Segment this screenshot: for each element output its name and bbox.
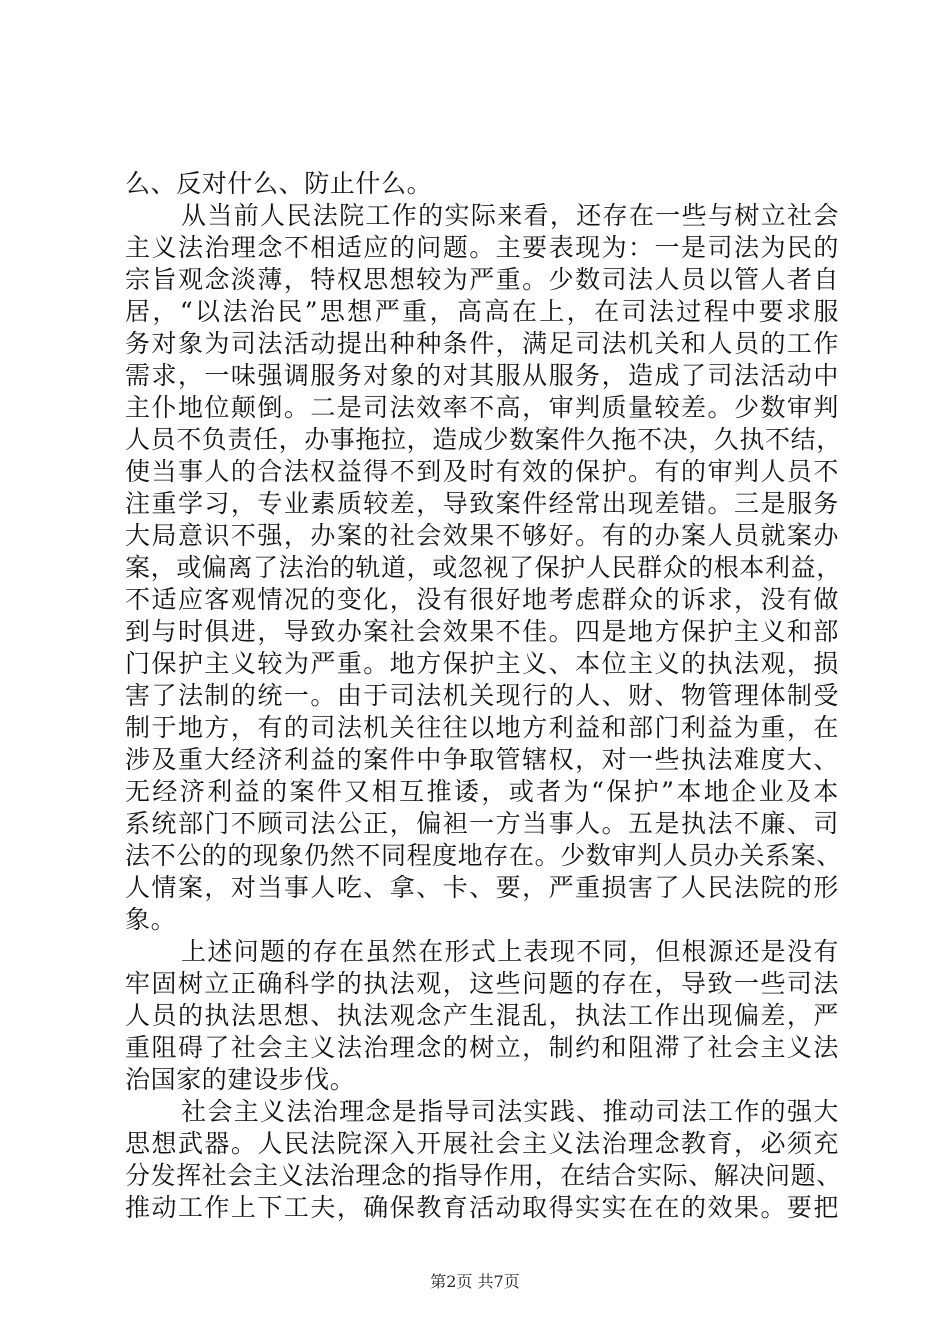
page-number-footer: 第2页 共7页 (430, 1272, 520, 1291)
text-line: 注重学习，专业素质较差，导致案件经常出现差错。三是服务 (125, 489, 839, 518)
text-line: 人员的执法思想、执法观念产生混乱，执法工作出现偏差，严 (125, 1001, 839, 1030)
text-line: 法不公的的现象仍然不同程度地存在。少数审判人员办关系案、 (125, 841, 842, 870)
text-line: 上述问题的存在虽然在形式上表现不同，但根源还是没有 (181, 937, 839, 966)
text-line: 主义法治理念不相适应的问题。主要表现为：一是司法为民的 (125, 233, 839, 262)
text-line: 居，“以法治民”思想严重，高高在上，在司法过程中要求服 (125, 297, 839, 326)
text-line: 大局意识不强，办案的社会效果不够好。有的办案人员就案办 (125, 521, 839, 550)
text-line: 系统部门不顾司法公正，偏袒一方当事人。五是执法不廉、司 (125, 809, 839, 838)
text-line: 需求，一味强调服务对象的对其服从服务，造成了司法活动中 (125, 361, 839, 390)
text-line: 不适应客观情况的变化，没有很好地考虑群众的诉求，没有做 (125, 585, 839, 614)
text-line: 推动工作上下工夫，确保教育活动取得实实在在的效果。要把 (125, 1193, 839, 1222)
text-line: 牢固树立正确科学的执法观，这些问题的存在，导致一些司法 (125, 969, 839, 998)
text-line: 使当事人的合法权益得不到及时有效的保护。有的审判人员不 (125, 457, 839, 486)
text-line: 象。 (125, 905, 177, 934)
text-line: 治国家的建设步伐。 (125, 1065, 356, 1094)
text-line: 分发挥社会主义法治理念的指导作用，在结合实际、解决问题、 (125, 1161, 842, 1190)
text-line: 无经济利益的案件又相互推诿，或者为“保护”本地企业及本 (125, 777, 839, 806)
text-line: 案，或偏离了法治的轨道，或忽视了保护人民群众的根本利益， (125, 553, 842, 582)
text-line: 务对象为司法活动提出种种条件，满足司法机关和人员的工作 (125, 329, 839, 358)
text-line: 人情案，对当事人吃、拿、卡、要，严重损害了人民法院的形 (125, 873, 839, 902)
text-line: 制于地方，有的司法机关往往以地方利益和部门利益为重，在 (125, 713, 839, 742)
text-line: 么、反对什么、防止什么。 (125, 169, 433, 198)
text-line: 从当前人民法院工作的实际来看，还存在一些与树立社会 (181, 201, 839, 230)
text-line: 害了法制的统一。由于司法机关现行的人、财、物管理体制受 (125, 681, 839, 710)
text-line: 门保护主义较为严重。地方保护主义、本位主义的执法观，损 (125, 649, 839, 678)
text-line: 思想武器。人民法院深入开展社会主义法治理念教育，必须充 (125, 1129, 839, 1158)
text-line: 到与时俱进，导致办案社会效果不佳。四是地方保护主义和部 (125, 617, 839, 646)
text-line: 宗旨观念淡薄，特权思想较为严重。少数司法人员以管人者自 (125, 265, 839, 294)
text-line: 社会主义法治理念是指导司法实践、推动司法工作的强大 (181, 1097, 839, 1126)
text-line: 主仆地位颠倒。二是司法效率不高，审判质量较差。少数审判 (125, 393, 839, 422)
text-line: 涉及重大经济利益的案件中争取管辖权，对一些执法难度大、 (125, 745, 839, 774)
text-line: 重阻碍了社会主义法治理念的树立，制约和阻滞了社会主义法 (125, 1033, 839, 1062)
body-text (125, 168, 842, 1224)
text-line: 人员不负责任，办事拖拉，造成少数案件久拖不决，久执不结， (125, 425, 842, 454)
